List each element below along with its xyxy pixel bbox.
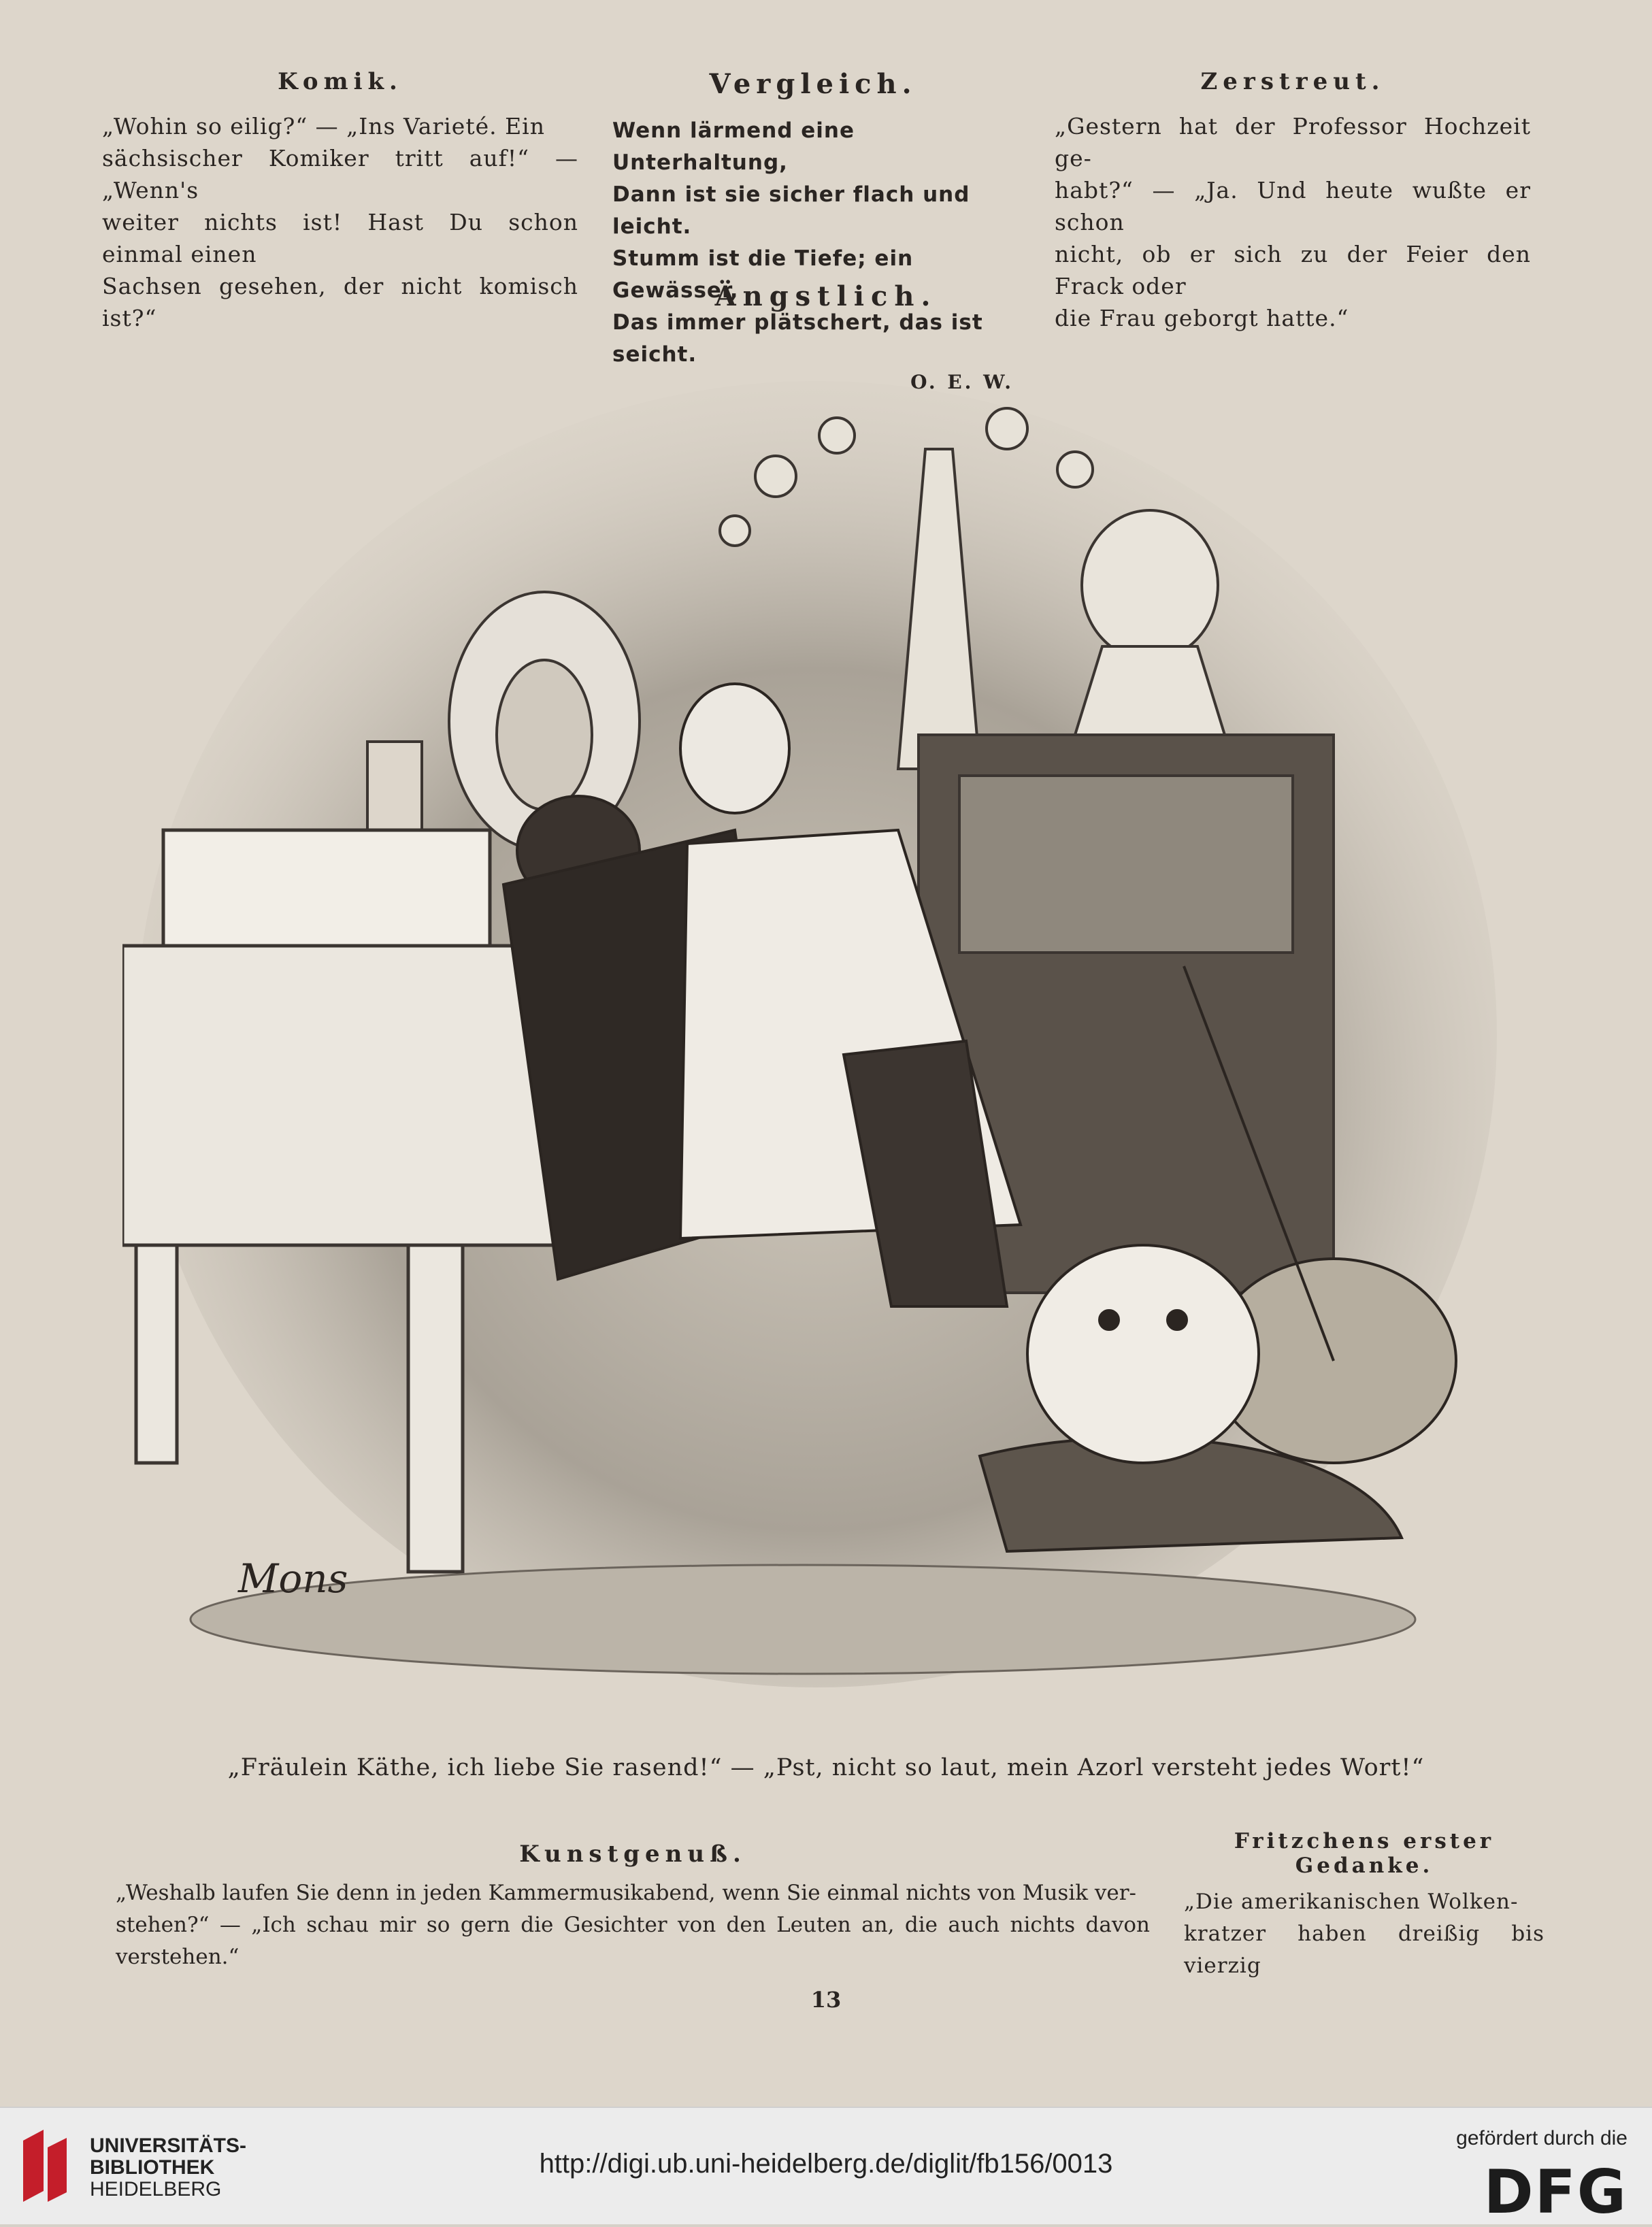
text-line: habt?“ — „Ja. Und heute wußte er schon (1055, 177, 1531, 235)
text-line: „Gestern hat der Professor Hochzeit ge- (1055, 113, 1531, 171)
article-title: Komik. (278, 68, 403, 95)
bust-statue (1075, 510, 1225, 735)
text-line: Sachsen gesehen, der nicht komisch ist?“ (102, 273, 578, 331)
wall-picture (367, 742, 422, 837)
text-line: die Frau geborgt hatte.“ (1055, 305, 1349, 331)
article-kunstgenuss (116, 1841, 1150, 1973)
library-name-line: BIBLIOTHEK (90, 2156, 215, 2179)
illustration-title: Ängstlich. (714, 280, 938, 312)
text-line: weiter nichts ist! Hast Du schon einmal einen (102, 209, 578, 267)
article-title: Fritzchens erster Gedanke. (1234, 1829, 1495, 1878)
article-body (116, 1877, 1150, 1973)
text-line: nicht, ob er sich zu der Feier den Frack oder (1055, 241, 1531, 299)
poem-signature: O. E. W. (910, 371, 1014, 393)
text-line: stehen?“ — „Ich schau mir so gern die Gesichter von den Leuten an, die auch nichts davon verstehen.“ (116, 1913, 1150, 1969)
text-line: „Wohin so eilig?“ — „Ins Varieté. Ein (102, 113, 545, 139)
poem-line: Stumm ist die Tiefe; ein Gewässer, (612, 246, 914, 303)
poem-vergleich (612, 68, 1014, 393)
poem-title: Vergleich. (709, 68, 917, 100)
poem-line: Wenn lärmend eine Unterhaltung, (612, 118, 855, 175)
poem-body (612, 115, 1014, 371)
permalink-url[interactable]: http://digi.ub.uni-heidelberg.de/diglit/fb156/0013 (539, 2149, 1113, 2179)
poem-line: Dann ist sie sicher flach und leicht. (612, 182, 970, 239)
text-line: sächsischer Komiker tritt auf!“ — „Wenn's (102, 145, 578, 203)
text-line: kratzer haben dreißig bis vierzig (1184, 1921, 1544, 1978)
funded-by-label: gefördert durch die (1456, 2127, 1628, 2149)
article-title: Kunstgenuß. (519, 1841, 746, 1868)
library-name-line: HEIDELBERG (90, 2178, 222, 2200)
article-title: Zerstreut. (1200, 68, 1385, 95)
article-fritzchens-gedanke (1184, 1829, 1544, 1982)
dfg-logo: DFG (1483, 2157, 1628, 2227)
poem-line: Das immer plätschert, das ist seicht. (612, 310, 983, 367)
text-line: „Weshalb laufen Sie denn in jeden Kammermusikabend, wenn Sie einmal nichts von Musik ver- (116, 1881, 1137, 1905)
text-line: „Die amerikanischen Wolken- (1184, 1890, 1519, 1914)
floor-rug (191, 1565, 1415, 1674)
illustration-caption: „Fräulein Käthe, ich liebe Sie rasend!“ — „Pst, nicht so laut, mein Azorl versteht jedes Wort!“ (227, 1754, 1425, 1781)
library-name-line: UNIVERSITÄTS- (90, 2134, 247, 2157)
illustration-cartoon (122, 354, 1510, 1701)
artist-signature: Mons (238, 1555, 348, 1602)
viewer-footer (0, 2107, 1652, 2227)
page-number: 13 (810, 1987, 842, 2013)
article-body (1184, 1886, 1544, 1982)
